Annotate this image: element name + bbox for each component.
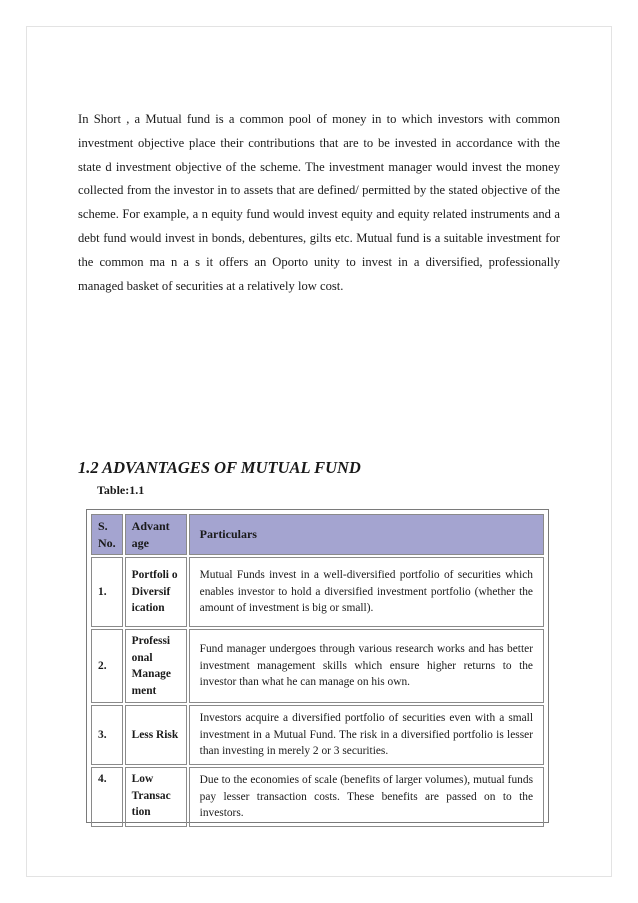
table-row — [91, 629, 544, 703]
cell-particulars: Due to the economies of scale (benefits of larger volumes), mutual funds pay lesser transaction costs. These benefits are passed on to the investors. — [189, 767, 544, 827]
table-row — [91, 557, 544, 627]
header-sno: S. No. — [91, 514, 123, 555]
intro-paragraph: In Short , a Mutual fund is a common pool of money in to which investors with common investment objective place their contributions that are to be invested in accordance with the state d investment objective of the scheme. The investment manager would invest the money collected from the investor in to assets that are defined/ permitted by the stated objective of the scheme. For example, a n equity fund would invest equity and equity related instruments and a debt fund would invest in bonds, debentures, gilts etc. Mutual fund is a suitable investment for the common ma n a s it offers an Oporto unity to invest in a diversified, professionally managed basket of securities at a relatively low cost. — [78, 112, 560, 293]
cell-advantage: Low Transac tion — [125, 767, 187, 827]
table-row — [91, 767, 544, 827]
cell-advantage: Professi onal Manage ment — [125, 629, 187, 703]
cell-sno: 4. — [91, 767, 123, 827]
cell-advantage: Less Risk — [125, 705, 187, 765]
cell-sno: 2. — [91, 629, 123, 703]
cell-sno: 3. — [91, 705, 123, 765]
cell-particulars: Fund manager undergoes through various research works and has better investment management skills which ensure higher returns to the investor than what he can manage on his own. — [189, 629, 544, 703]
advantages-table — [86, 509, 549, 823]
section-heading: 1.2 ADVANTAGES OF MUTUAL FUND — [78, 458, 361, 477]
header-advantage: Advant age — [125, 514, 187, 555]
cell-particulars: Mutual Funds invest in a well-diversified portfolio of securities which enables investor to hold a diversified investment portfolio (whether the amount of investment is big or small). — [189, 557, 544, 627]
table-header-row — [91, 514, 544, 555]
cell-particulars: Investors acquire a diversified portfolio of securities even with a small investment in a Mutual Fund. The risk in a diversified portfolio is lesser than investing in merely 2 or 3 securities. — [189, 705, 544, 765]
table-row — [91, 705, 544, 765]
table-caption: Table:1.1 — [97, 483, 145, 497]
header-particulars: Particulars — [189, 514, 544, 555]
cell-sno: 1. — [91, 557, 123, 627]
cell-advantage: Portfoli o Diversif ication — [125, 557, 187, 627]
